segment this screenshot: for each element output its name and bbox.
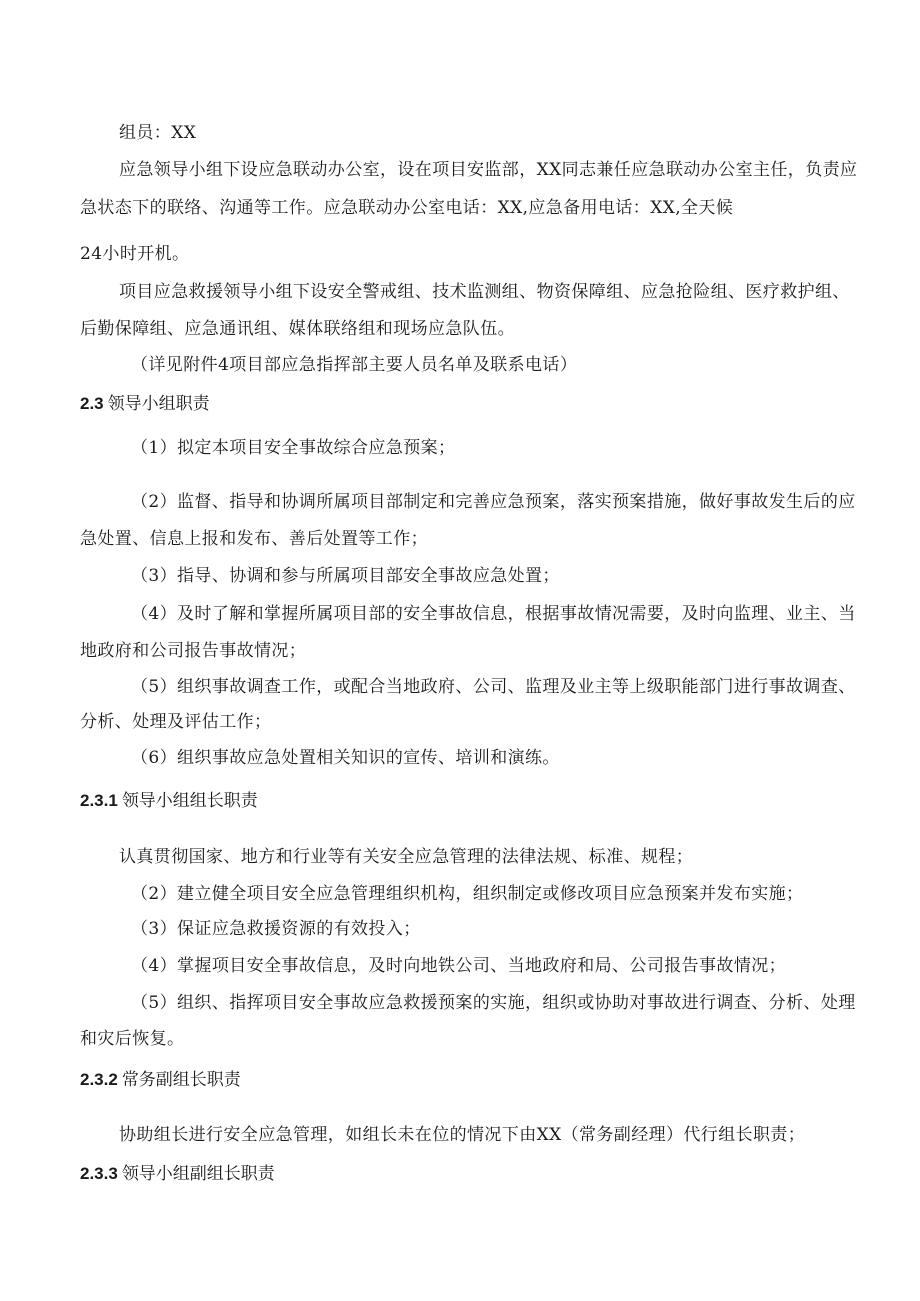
list-item: （3）保证应急救援资源的有效投入； <box>131 919 421 939</box>
list-item-continuation: 地政府和公司报告事故情况； <box>80 641 307 661</box>
office-paragraph-line-2: 急状态下的联络、沟通等工作。应急联动办公室电话：XX,应急备用电话：XX,全天候 <box>80 198 734 218</box>
section-number: 2.3.3 <box>80 1164 118 1183</box>
section-heading-2-3 <box>80 393 210 415</box>
list-item: （6）组织事故应急处置相关知识的宣传、培训和演练。 <box>131 748 560 768</box>
section-paragraph: 协助组长进行安全应急管理，如组长未在位的情况下由XX（常务副经理）代行组长职责； <box>119 1125 806 1145</box>
list-item: （2）监督、指导和协调所属项目部制定和完善应急预案，落实预案措施，做好事故发生后的应 <box>131 492 856 512</box>
appendix-note: （详见附件4项目部应急指挥部主要人员名单及联系电话） <box>131 355 578 375</box>
section-heading-2-3-1 <box>80 790 258 812</box>
list-item: （1）拟定本项目安全事故综合应急预案； <box>131 438 456 458</box>
section-title: 领导小组组长职责 <box>121 791 258 811</box>
section-heading-2-3-3 <box>80 1163 275 1185</box>
list-item: （5）组织事故调查工作，或配合当地政府、公司、监理及业主等上级职能部门进行事故调查、 <box>131 677 856 697</box>
section-number: 2.3.1 <box>80 791 118 810</box>
list-item: （2）建立健全项目安全应急管理组织机构，组织制定或修改项目应急预案并发布实施； <box>131 884 804 904</box>
members-line: 组员：XX <box>119 123 197 143</box>
list-item-continuation: 和灾后恢复。 <box>80 1029 185 1049</box>
list-item: （4）掌握项目安全事故信息，及时向地铁公司、当地政府和局、公司报告事故情况； <box>131 956 787 976</box>
groups-paragraph-line-1: 项目应急救援领导小组下设安全警戒组、技术监测组、物资保障组、应急抢险组、医疗救护组、 <box>119 282 850 302</box>
list-item: （5）组织、指挥项目安全事故应急救援预案的实施，组织或协助对事故进行调查、分析、处理 <box>131 993 856 1013</box>
section-number: 2.3 <box>80 394 104 413</box>
section-title: 领导小组副组长职责 <box>121 1164 275 1184</box>
section-title: 领导小组职责 <box>107 394 210 414</box>
list-item: 认真贯彻国家、地方和行业等有关安全应急管理的法律法规、标准、规程； <box>119 847 694 867</box>
office-paragraph-line-3: 24小时开机。 <box>80 244 190 264</box>
list-item: （4）及时了解和掌握所属项目部的安全事故信息，根据事故情况需要，及时向监理、业主、当 <box>131 604 856 624</box>
list-item-continuation: 分析、处理及评估工作； <box>80 712 272 732</box>
section-heading-2-3-2 <box>80 1069 241 1091</box>
section-number: 2.3.2 <box>80 1070 118 1089</box>
list-item: （3）指导、协调和参与所属项目部安全事故应急处置； <box>131 566 560 586</box>
groups-paragraph-line-2: 后勤保障组、应急通讯组、媒体联络组和现场应急队伍。 <box>80 319 515 339</box>
list-item-continuation: 急处置、信息上报和发布、善后处置等工作； <box>80 529 428 549</box>
section-title: 常务副组长职责 <box>121 1070 241 1090</box>
office-paragraph-line-1: 应急领导小组下设应急联动办公室，设在项目安监部，XX同志兼任应急联动办公室主任，负责应 <box>119 160 858 180</box>
